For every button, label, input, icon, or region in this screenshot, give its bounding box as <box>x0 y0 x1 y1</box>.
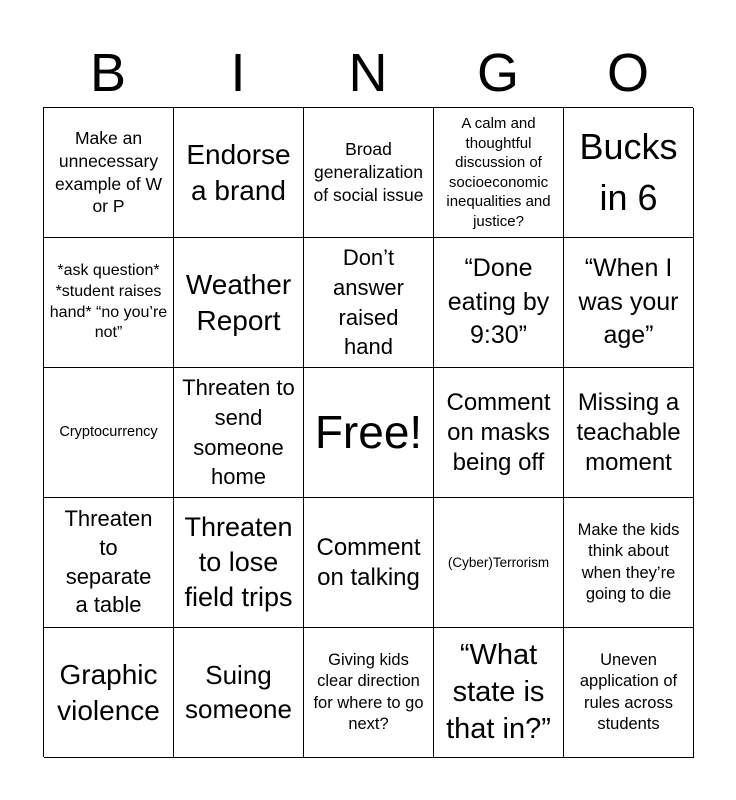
bingo-cell-r5c5[interactable] <box>564 628 694 758</box>
bingo-cell-r5c1[interactable] <box>44 628 174 758</box>
bingo-cell-r1c1[interactable] <box>44 108 174 238</box>
cell-text: Make the kids think about when they’re going to die <box>577 520 680 603</box>
cell-text: Make an unnecessary example of W or P <box>55 128 162 217</box>
cell-text: Missing a teachable moment <box>576 388 681 476</box>
bingo-cell-r4c1[interactable] <box>44 498 174 628</box>
bingo-cell-r4c2[interactable] <box>174 498 304 628</box>
header-letter-o: O <box>606 43 649 103</box>
cell-text: Don’t answer raised hand <box>333 245 404 360</box>
bingo-cell-r2c3[interactable] <box>304 238 434 368</box>
cell-text: Broad generalization of social issue <box>313 139 424 205</box>
cell-text: Suing someone <box>185 659 292 724</box>
bingo-cell-r3c1[interactable] <box>44 368 174 498</box>
cell-text: Cryptocurrency <box>59 424 158 441</box>
bingo-cell-r1c2[interactable] <box>174 108 304 238</box>
bingo-cell-r3c4[interactable] <box>434 368 564 498</box>
bingo-cell-r1c5[interactable] <box>564 108 694 238</box>
header-letter-g: G <box>476 43 519 103</box>
bingo-cell-r4c5[interactable] <box>564 498 694 628</box>
cell-text: Threaten to lose field trips <box>184 511 293 613</box>
cell-text: Giving kids clear direction for where to go next? <box>313 650 424 733</box>
bingo-cell-r3c2[interactable] <box>174 368 304 498</box>
cell-text: Bucks in 6 <box>579 126 678 218</box>
cell-text: Weather Report <box>185 268 292 336</box>
cell-text: *ask question* *student raises hand* “no you’re not” <box>49 261 168 342</box>
cell-text: Comment on talking <box>316 533 421 591</box>
cell-text: Graphic violence <box>57 658 160 726</box>
cell-text: Threaten to separate a table <box>64 506 153 618</box>
bingo-cell-r3c5[interactable] <box>564 368 694 498</box>
cell-text: Endorse a brand <box>186 138 291 206</box>
bingo-header <box>43 38 693 108</box>
bingo-cell-r4c3[interactable] <box>304 498 434 628</box>
cell-text: “Done eating by 9:30” <box>447 253 550 350</box>
header-letter-i: I <box>230 43 246 103</box>
bingo-cell-r2c5[interactable] <box>564 238 694 368</box>
cell-text: Uneven application of rules across students <box>579 650 678 733</box>
header-letter-b: B <box>89 43 127 103</box>
bingo-cell-r5c3[interactable] <box>304 628 434 758</box>
cell-text: “When I was your age” <box>578 253 679 350</box>
cell-text: (Cyber)Terrorism <box>447 554 550 570</box>
bingo-cell-r3c3[interactable] <box>304 368 434 498</box>
bingo-cell-r5c4[interactable] <box>434 628 564 758</box>
cell-text: Comment on masks being off <box>446 388 551 476</box>
bingo-cell-r5c2[interactable] <box>174 628 304 758</box>
bingo-cell-r4c4[interactable] <box>434 498 564 628</box>
cell-text: Free! <box>314 405 423 458</box>
cell-text: Threaten to send someone home <box>182 375 295 490</box>
bingo-cell-r1c3[interactable] <box>304 108 434 238</box>
cell-text: “What state is that in?” <box>446 639 551 745</box>
cell-text: A calm and thoughtful discussion of socioeconomic inequalities and justice? <box>446 115 551 230</box>
bingo-grid <box>43 107 693 757</box>
bingo-cell-r2c2[interactable] <box>174 238 304 368</box>
bingo-cell-r2c4[interactable] <box>434 238 564 368</box>
header-letter-n: N <box>348 43 388 103</box>
bingo-cell-r2c1[interactable] <box>44 238 174 368</box>
bingo-cell-r1c4[interactable] <box>434 108 564 238</box>
